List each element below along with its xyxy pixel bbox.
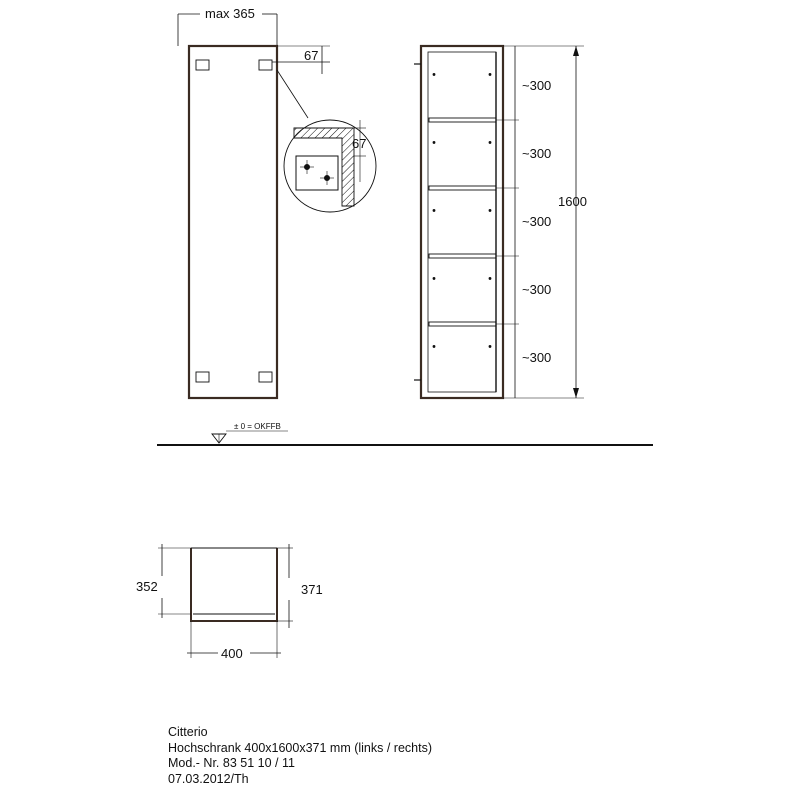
shelf-board: [429, 186, 496, 190]
hinge-plate-bottom-right: [259, 372, 272, 382]
product-description: Hochschrank 400x1600x371 mm (links / rechts): [168, 740, 433, 755]
shelf-board: [429, 118, 496, 122]
title-block: [168, 725, 432, 787]
total-height-label: 1600: [558, 194, 587, 209]
hinge-detail: [284, 120, 376, 212]
model-number: Mod.- Nr. 83 51 10 / 11: [168, 756, 295, 770]
detail-offset-label: 67: [352, 136, 367, 151]
shelf-spacing-label: ~300: [522, 146, 552, 161]
interior-view: [414, 46, 584, 398]
front-width-label: max 365: [205, 6, 255, 21]
width-label: 400: [221, 646, 243, 661]
hinge-plate-top-left: [196, 60, 209, 70]
shelf-pin-hole: [489, 346, 491, 348]
front-cabinet-outline: [189, 46, 277, 398]
shelf-pin-hole: [489, 278, 491, 280]
product-name: Citterio: [168, 725, 208, 739]
hinge-plate-top-right: [259, 60, 272, 70]
shelf-spacing-labels: [522, 78, 551, 365]
shelf-pin-hole: [489, 74, 491, 76]
shelf-pin-hole: [433, 210, 435, 212]
shelf-board: [429, 254, 496, 258]
plan-view: [158, 544, 293, 658]
shelves: [429, 74, 519, 348]
shelf-pin-hole: [489, 142, 491, 144]
hinge-offset-label: 67: [304, 48, 319, 63]
depth-inner-label: 352: [136, 579, 158, 594]
drawing-date: 07.03.2012/Th: [168, 771, 249, 786]
plan-cabinet-outline: [191, 548, 277, 621]
shelf-spacing-label: ~300: [522, 282, 552, 297]
floor-reference-label: ± 0 = OKFFB: [234, 422, 281, 431]
shelf-pin-hole: [489, 210, 491, 212]
shelf-pin-hole: [433, 346, 435, 348]
hinge-plate-bottom-left: [196, 372, 209, 382]
shelf-spacing-label: ~300: [522, 214, 552, 229]
shelf-pin-hole: [433, 278, 435, 280]
shelf-pin-hole: [433, 142, 435, 144]
shelf-spacing-label: ~300: [522, 78, 552, 93]
shelf-spacing-label: ~300: [522, 350, 552, 365]
shelf-board: [429, 322, 496, 326]
depth-outer-label: 371: [301, 582, 323, 597]
shelf-pin-hole: [433, 74, 435, 76]
interior-cabinet-outline: [421, 46, 503, 398]
floor-reference: [157, 431, 653, 445]
